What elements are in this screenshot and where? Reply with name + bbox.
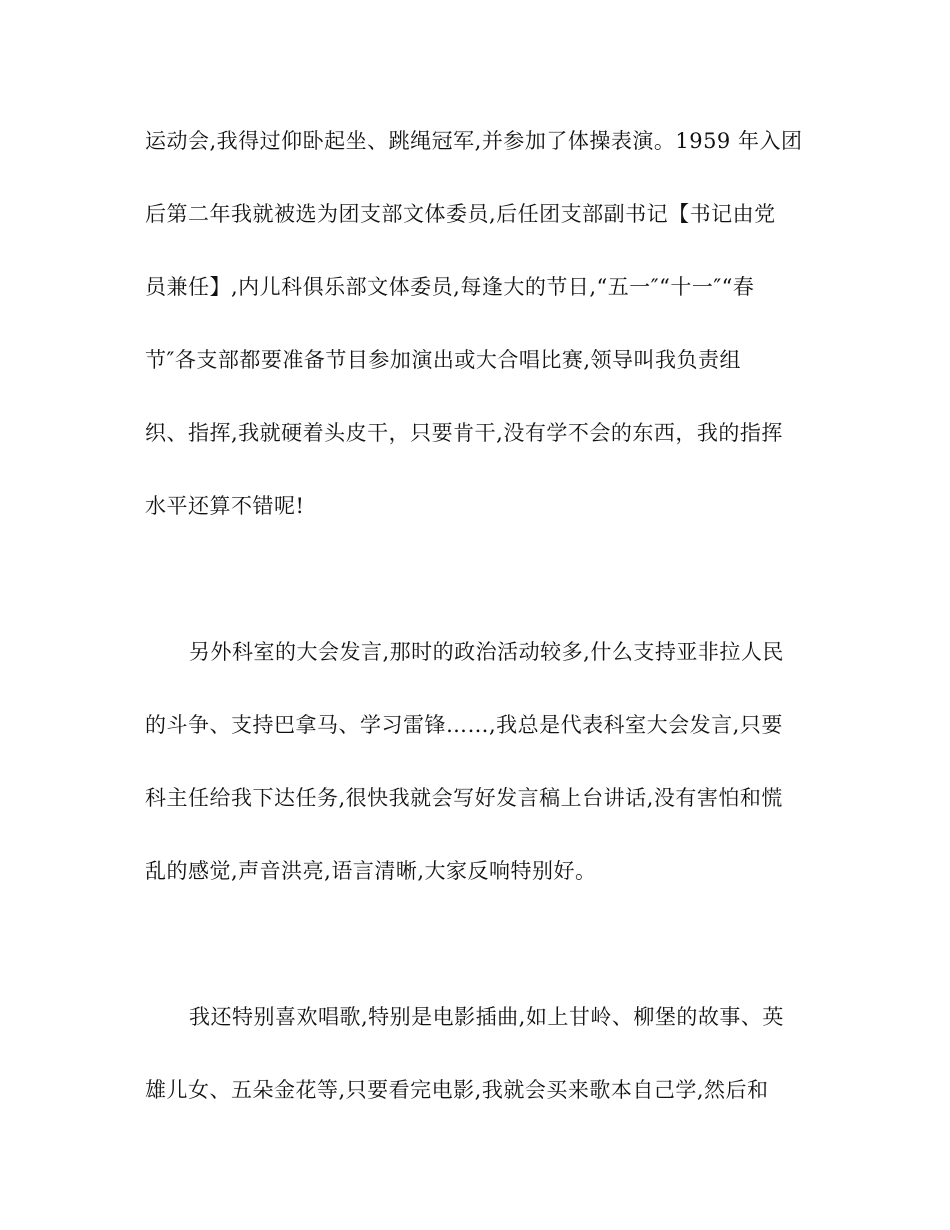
paragraph-line: 运动会,我得过仰卧起坐、跳绳冠军,并参加了体操表演。1959 年入团 (145, 129, 803, 153)
paragraph-line: 我还特别喜欢唱歌,特别是电影插曲,如上甘岭、柳堡的故事、英 (189, 1005, 784, 1029)
paragraph-line: 员兼任】,内儿科俱乐部文体委员,每逢大的节日,“五一″“十一″“春 (145, 275, 755, 299)
paragraph-line: 后第二年我就被选为团支部文体委员,后任团支部副书记【书记由党 (145, 202, 776, 226)
paragraph-line: 雄儿女、五朵金花等,只要看完电影,我就会买来歌本自己学,然后和 (145, 1078, 769, 1102)
paragraph-line: 节″各支部都要准备节目参加演出或大合唱比赛,领导叫我负责组 (145, 348, 742, 372)
paragraph-line: 的斗争、支持巴拿马、学习雷锋……,我总是代表科室大会发言,只要 (145, 713, 783, 737)
paragraph-line: 织、指挥,我就硬着头皮干，只要肯干,没有学不会的东西，我的指挥 (145, 421, 783, 445)
paragraph-line: 水平还算不错呢! (145, 494, 305, 518)
paragraph-line: 另外科室的大会发言,那时的政治活动较多,什么支持亚非拉人民 (189, 640, 784, 664)
paragraph-line: 科主任给我下达任务,很快我就会写好发言稿上台讲话,没有害怕和慌 (145, 786, 783, 810)
paragraph-line: 乱的感觉,声音洪亮,语言清晰,大家反响特别好。 (145, 859, 597, 883)
